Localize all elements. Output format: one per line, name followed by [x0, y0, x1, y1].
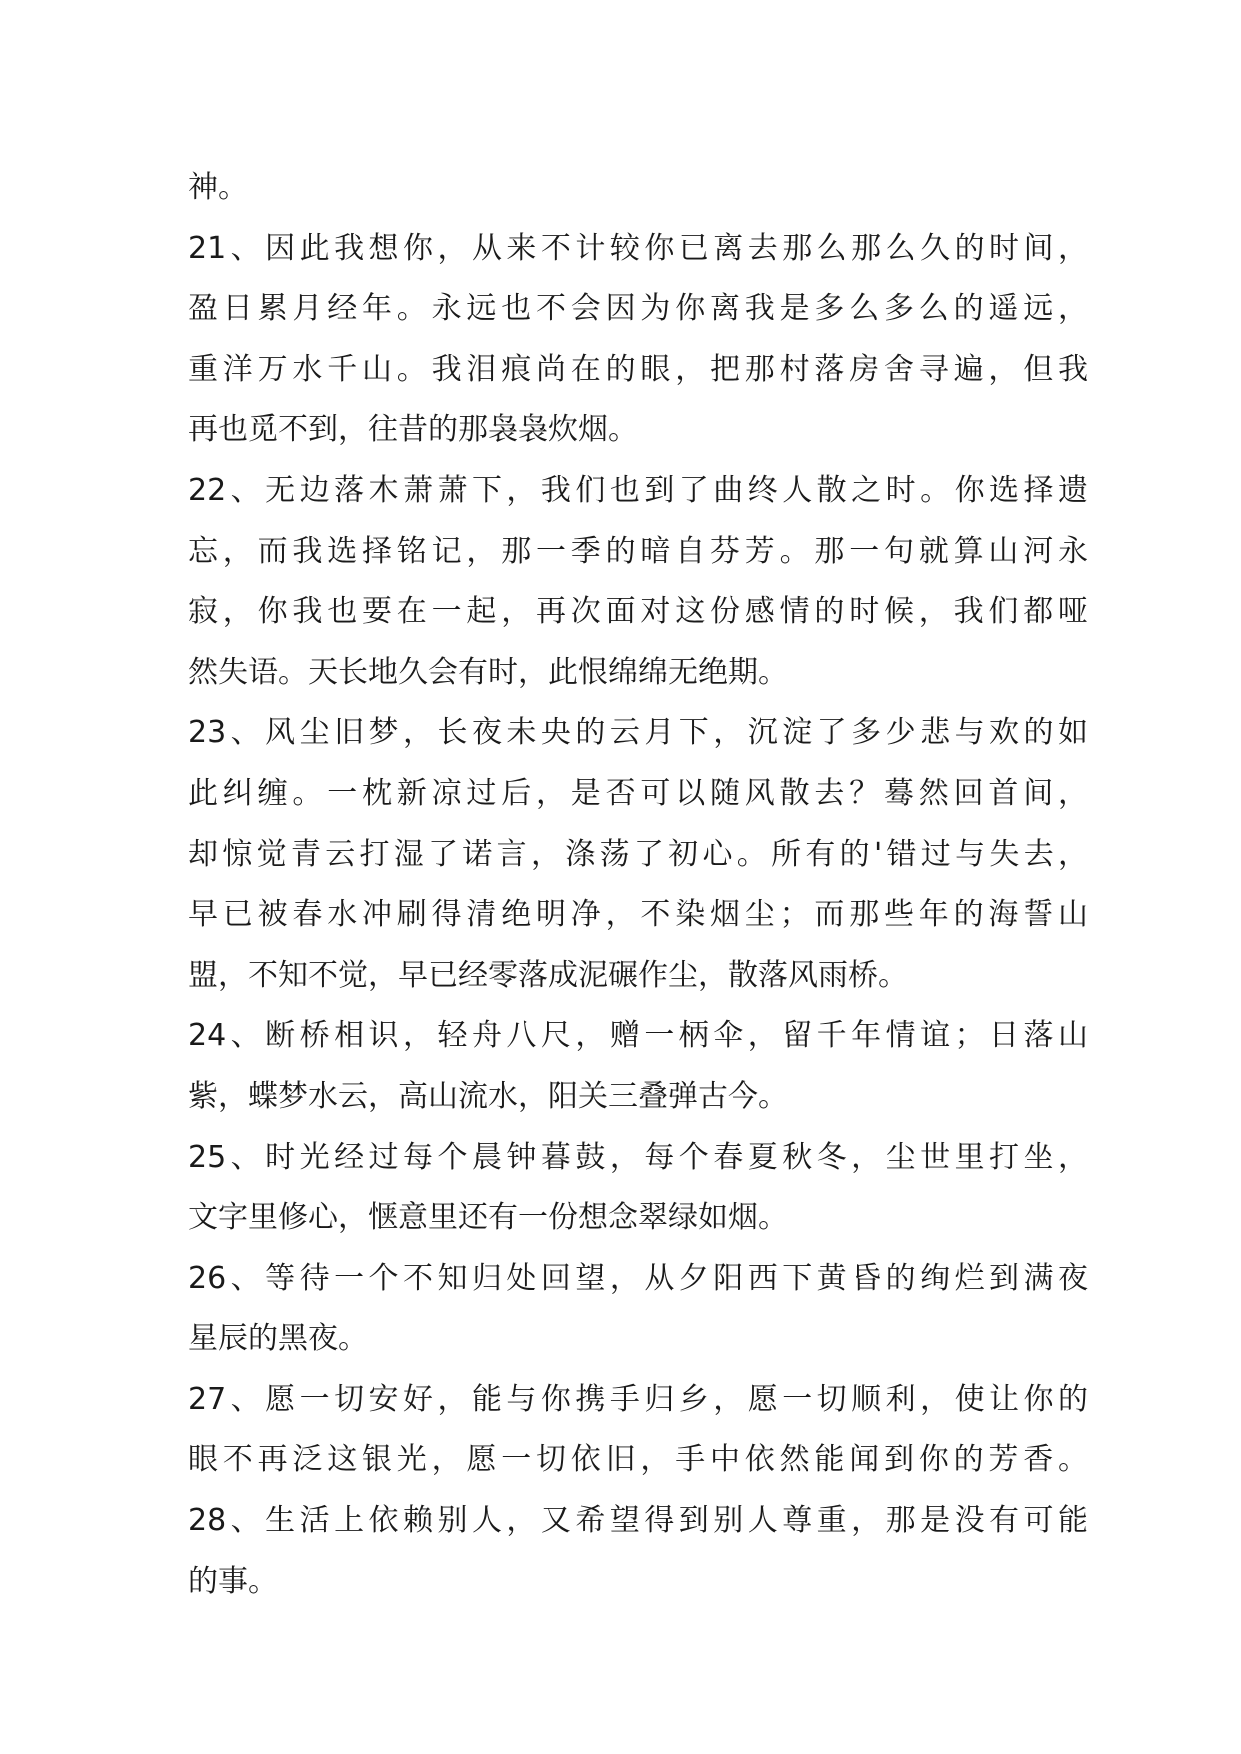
text-line: 星辰的黑夜。 [188, 1321, 368, 1357]
text-line: 24、断桥相识，轻舟八尺，赠一柄伞，留千年情谊；日落山 [188, 1018, 1088, 1054]
text-line: 22、无边落木萧萧下，我们也到了曲终人散之时。你选择遗 [188, 472, 1088, 508]
text-line: 的事。 [188, 1563, 278, 1599]
text-line: 重洋万水千山。我泪痕尚在的眼，把那村落房舍寻遍，但我 [188, 351, 1088, 387]
text-line: 盈日累月经年。永远也不会因为你离我是多么多么的遥远， [188, 291, 1088, 327]
text-line: 25、时光经过每个晨钟暮鼓，每个春夏秋冬，尘世里打坐， [188, 1139, 1088, 1175]
text-line: 28、生活上依赖别人，又希望得到别人尊重，那是没有可能 [188, 1503, 1088, 1539]
text-line: 寂，你我也要在一起，再次面对这份感情的时候，我们都哑 [188, 594, 1088, 630]
text-line: 神。 [188, 170, 248, 205]
text-line: 27、愿一切安好，能与你携手归乡，愿一切顺利，使让你的 [188, 1381, 1088, 1417]
text-line: 26、等待一个不知归处回望，从夕阳西下黄昏的绚烂到满夜 [188, 1260, 1088, 1296]
text-line: 忘，而我选择铭记，那一季的暗自芬芳。那一句就算山河永 [188, 533, 1088, 569]
text-line: 却惊觉青云打湿了诺言，涤荡了初心。所有的'错过与失去， [188, 836, 1088, 872]
text-line: 早已被春水冲刷得清绝明净，不染烟尘；而那些年的海誓山 [188, 897, 1088, 933]
text-line: 21、因此我想你，从来不计较你已离去那么那么久的时间， [188, 230, 1088, 266]
text-line: 紫，蝶梦水云，高山流水，阳关三叠弹古今。 [188, 1078, 788, 1114]
text-line: 23、风尘旧梦，长夜未央的云月下，沉淀了多少悲与欢的如 [188, 715, 1088, 751]
text-line: 再也觅不到，往昔的那袅袅炊烟。 [188, 412, 638, 448]
text-line: 此纠缠。一枕新凉过后，是否可以随风散去？蓦然回首间， [188, 775, 1088, 811]
text-line: 然失语。天长地久会有时，此恨绵绵无绝期。 [188, 654, 788, 690]
text-line: 文字里修心，惬意里还有一份想念翠绿如烟。 [188, 1200, 788, 1236]
text-line: 盟，不知不觉，早已经零落成泥碾作尘，散落风雨桥。 [188, 957, 908, 993]
document-body [188, 158, 1088, 1612]
text-line: 眼不再泛这银光，愿一切依旧，手中依然能闻到你的芳香。 [188, 1442, 1088, 1478]
